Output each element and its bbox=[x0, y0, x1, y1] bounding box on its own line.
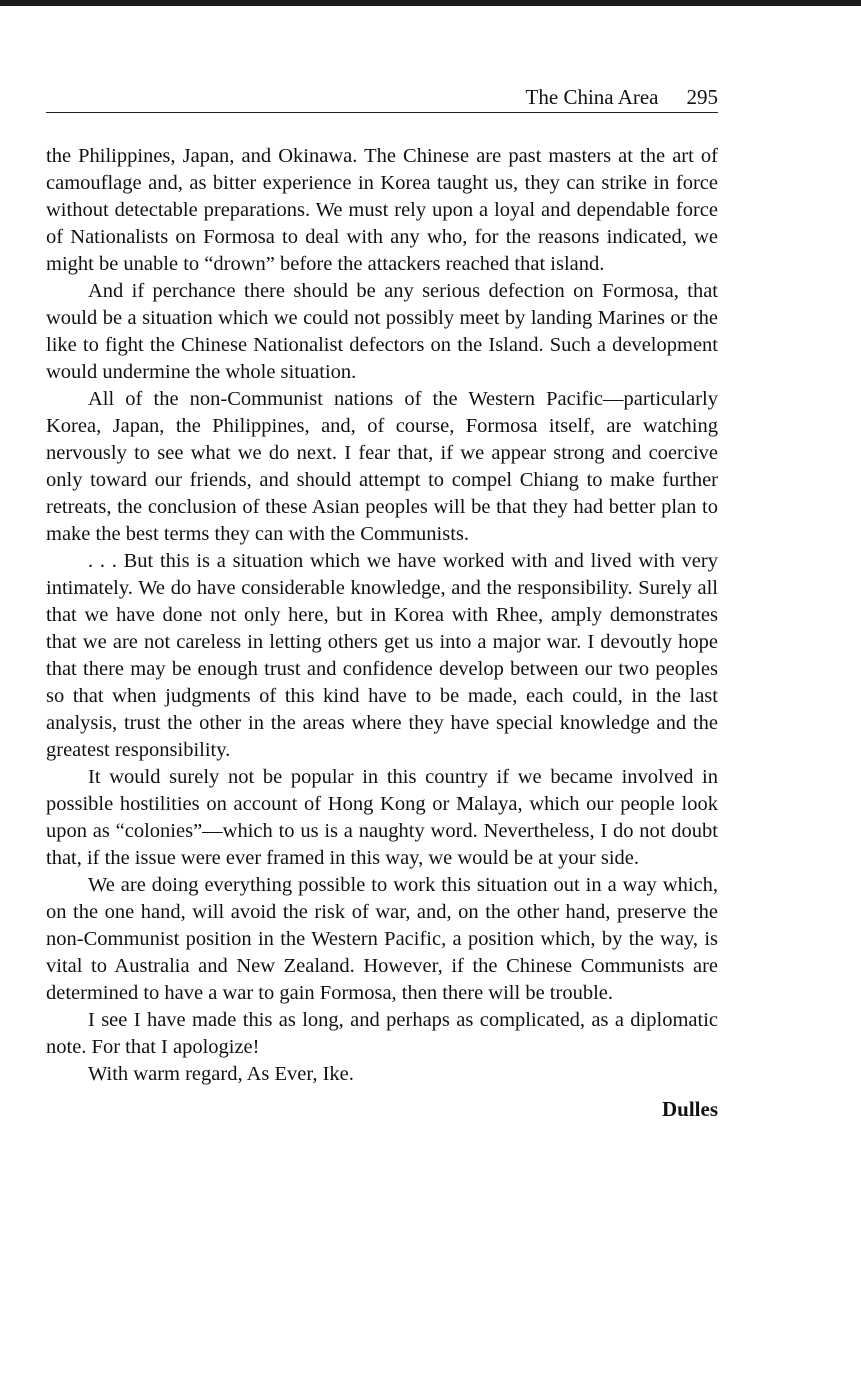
paragraph-3: All of the non-Communist nations of the Western Pacific—particularly Korea, Japan, the Philippines, and, of course, Formosa itself, are watching nervously to see what we do next. I fear that, if we appear strong and coercive only toward our friends, and should attempt to compel Chiang to make further retreats, the conclusion of these Asian peoples will be that they had better plan to make the best terms they can with the Communists. bbox=[46, 388, 718, 545]
running-head bbox=[46, 84, 718, 113]
paragraph-5: It would surely not be popular in this country if we became involved in possible hostilities on account of Hong Kong or Malaya, which our people look upon as “colonies”—which to us is a naughty word. Nevertheless, I do not doubt that, if the issue were ever framed in this way, we would be at your side. bbox=[46, 766, 718, 869]
page-number: 295 bbox=[686, 85, 718, 109]
paragraph-8: With warm regard, As Ever, Ike. bbox=[88, 1063, 354, 1085]
paragraph-2: And if perchance there should be any serious defection on Formosa, that would be a situation which we could not possibly meet by landing Marines or the like to fight the Chinese Nationalist defectors on the Island. Such a development would undermine the whole situation. bbox=[46, 280, 718, 383]
body-text bbox=[46, 143, 718, 1088]
paragraph-7: I see I have made this as long, and perhaps as complicated, as a diplomatic note. For that I apologize! bbox=[46, 1009, 718, 1058]
document-page bbox=[46, 84, 718, 1123]
paragraph-1: the Philippines, Japan, and Okinawa. The Chinese are past masters at the art of camouflage and, as bitter experience in Korea taught us, they can strike in force without detectable preparations. We must rely upon a loyal and dependable force of Nationalists on Formosa to deal with any who, for the reasons indicated, we might be unable to “drown” before the attackers reached that island. bbox=[46, 145, 718, 275]
paragraph-6: We are doing everything possible to work this situation out in a way which, on the one hand, will avoid the risk of war, and, on the other hand, preserve the non-Communist position in the Western Pacific, a position which, by the way, is vital to Australia and New Zealand. However, if the Chinese Communists are determined to have a war to gain Formosa, then there will be trouble. bbox=[46, 874, 718, 1004]
page-top-edge bbox=[0, 0, 861, 6]
paragraph-4: . . . But this is a situation which we have worked with and lived with very intimately. We do have considerable knowledge, and the responsibility. Surely all that we have done not only here, but in Korea with Rhee, amply demonstrates that we are not careless in letting others get us into a major war. I devoutly hope that there may be enough trust and confidence develop between our two peoples so that when judgments of this kind have to be made, each could, in the last analysis, trust the other in the areas where they have special knowledge and the greatest responsibility. bbox=[46, 550, 718, 761]
section-title: The China Area bbox=[525, 85, 659, 109]
signature: Dulles bbox=[661, 1097, 718, 1121]
